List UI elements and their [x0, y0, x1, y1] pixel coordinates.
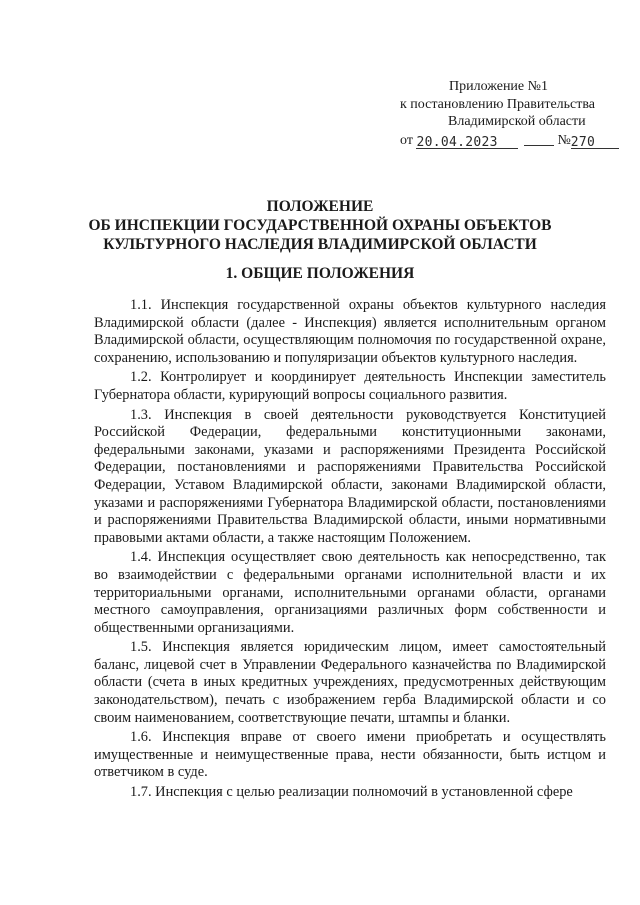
attachment-line-2: к постановлению Правительства [400, 96, 596, 112]
paragraph-1-2: 1.2. Контролирует и координирует деятельность Инспекции заместитель Губернатора области, курирующий вопросы социального развития. [94, 369, 606, 403]
document-title [0, 197, 640, 254]
date-blank-tail [524, 131, 554, 146]
number-value: 270 [570, 134, 596, 150]
document-body [94, 297, 606, 804]
attachment-block [400, 78, 610, 149]
paragraph-1-7: 1.7. Инспекция с целью реализации полномочий в установленной сфере [130, 784, 573, 801]
paragraph-1-5: 1.5. Инспекция является юридическим лицом, имеет самостоятельный баланс, лицевой счет в Управлении Федерального казначейства по Владимирской области (счета в иных кредитных учреждениях, предусмотренных действующим законодательством), печать с изображением герба Владимирской области и со своим наименованием, соответствующие печати, штампы и бланки. [94, 639, 606, 726]
from-label: от [400, 132, 413, 148]
attachment-line-3: Владимирской области [448, 114, 586, 129]
paragraph-1-3: 1.3. Инспекция в своей деятельности руководствуется Конституцией Российской Федерации, федеральными конституционными законами, федеральными законами, указами и распоряжениями Президента Российской Федерации, постановлениями и распоряжениями Правительства Российской Федерации, Уставом Владимирской области, законами Владимирской области, указами и распоряжениями Губернатора Владимирской области, постановлениями и распоряжениями Правительства Владимирской области, иными нормативными правовыми актами области, а также настоящим Положением. [94, 406, 606, 546]
number-field [571, 134, 619, 149]
number-label: № [557, 132, 571, 148]
date-field [416, 134, 518, 149]
title-line-2: ОБ ИНСПЕКЦИИ ГОСУДАРСТВЕННОЙ ОХРАНЫ ОБЪЕКТОВ [88, 217, 552, 234]
title-line-1: ПОЛОЖЕНИЕ [266, 198, 374, 215]
section-heading: 1. ОБЩИЕ ПОЛОЖЕНИЯ [225, 265, 415, 282]
attachment-line-1: Приложение №1 [449, 79, 548, 94]
title-line-3: КУЛЬТУРНОГО НАСЛЕДИЯ ВЛАДИМИРСКОЙ ОБЛАСТИ [103, 236, 537, 253]
paragraph-1-4: 1.4. Инспекция осуществляет свою деятельность как непосредственно, так во взаимодействии с федеральными органами исполнительной власти и их территориальными органами, исполнительными органами области, органами местного самоуправления, организациями различных форм собственности и общественными организациями. [94, 549, 606, 636]
attachment-date-line [400, 131, 610, 150]
paragraph-1-6: 1.6. Инспекция вправе от своего имени приобретать и осуществлять имущественные и неимущественные права, нести обязанности, быть истцом и ответчиком в суде. [94, 729, 606, 781]
paragraph-1-1: 1.1. Инспекция государственной охраны объектов культурного наследия Владимирской области (далее - Инспекция) является исполнительным органом Владимирской области, осуществляющим полномочия по государственной охране, сохранению, использованию и популяризации объектов культурного наследия. [94, 297, 606, 366]
date-value: 20.04.2023 [416, 134, 498, 150]
